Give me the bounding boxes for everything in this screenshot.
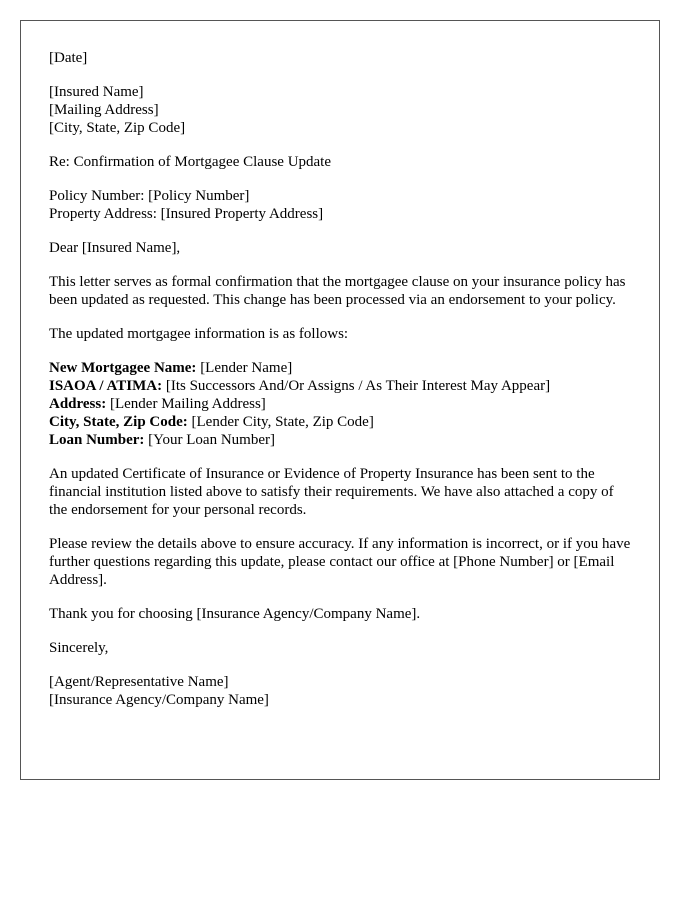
letter-page [20, 20, 660, 780]
loan-number-value: [Your Loan Number] [144, 432, 275, 448]
salutation [49, 239, 631, 257]
closing-text: Sincerely, [49, 640, 109, 656]
mortgagee-info-block [49, 359, 631, 449]
loan-number-row [49, 431, 631, 449]
recipient-name: [Insured Name] [49, 84, 144, 100]
closing [49, 639, 631, 657]
recipient-address: [Mailing Address] [49, 102, 159, 118]
paragraph-certificate: An updated Certificate of Insurance or Evidence of Property Insurance has been sent to the financial institution listed above to satisfy their requirements. We have also attached a copy of the endorsement for your personal records. [49, 466, 614, 518]
paragraph-intro-info: The updated mortgagee information is as follows: [49, 326, 349, 342]
lender-city-label: City, State, Zip Code: [49, 414, 188, 430]
property-address: Property Address: [Insured Property Address] [49, 206, 324, 222]
mortgagee-name-label: New Mortgagee Name: [49, 360, 197, 376]
salutation-text: Dear [Insured Name], [49, 240, 181, 256]
signature-company: [Insurance Agency/Company Name] [49, 692, 269, 708]
loan-number-label: Loan Number: [49, 432, 145, 448]
date-text: [Date] [49, 50, 88, 66]
letter-date [49, 49, 631, 67]
lender-city-row [49, 413, 631, 431]
paragraph-confirmation: This letter serves as formal confirmation that the mortgagee clause on your insurance policy has been updated as requested. This change has been processed via an endorsement to your policy. [49, 274, 626, 308]
recipient-block [49, 83, 631, 137]
isaoa-row [49, 377, 631, 395]
paragraph-thanks: Thank you for choosing [Insurance Agency/Company Name]. [49, 606, 421, 622]
lender-address-value: [Lender Mailing Address] [106, 396, 266, 412]
policy-number: Policy Number: [Policy Number] [49, 188, 250, 204]
isaoa-label: ISAOA / ATIMA: [49, 378, 163, 394]
isaoa-value: [Its Successors And/Or Assigns / As Their Interest May Appear] [162, 378, 551, 394]
recipient-city: [City, State, Zip Code] [49, 120, 186, 136]
subject-text: Re: Confirmation of Mortgagee Clause Update [49, 154, 332, 170]
lender-address-label: Address: [49, 396, 107, 412]
policy-block [49, 187, 631, 223]
lender-address-row [49, 395, 631, 413]
mortgagee-name-row [49, 359, 631, 377]
signature-block [49, 673, 631, 709]
lender-city-value: [Lender City, State, Zip Code] [187, 414, 374, 430]
signature-name: [Agent/Representative Name] [49, 674, 229, 690]
paragraph-review: Please review the details above to ensure accuracy. If any information is incorrect, or if you have further questions regarding this update, please contact our office at [Phone Number] or [Email Address]. [49, 536, 631, 588]
mortgagee-name-value: [Lender Name] [196, 360, 293, 376]
subject-line [49, 153, 631, 171]
